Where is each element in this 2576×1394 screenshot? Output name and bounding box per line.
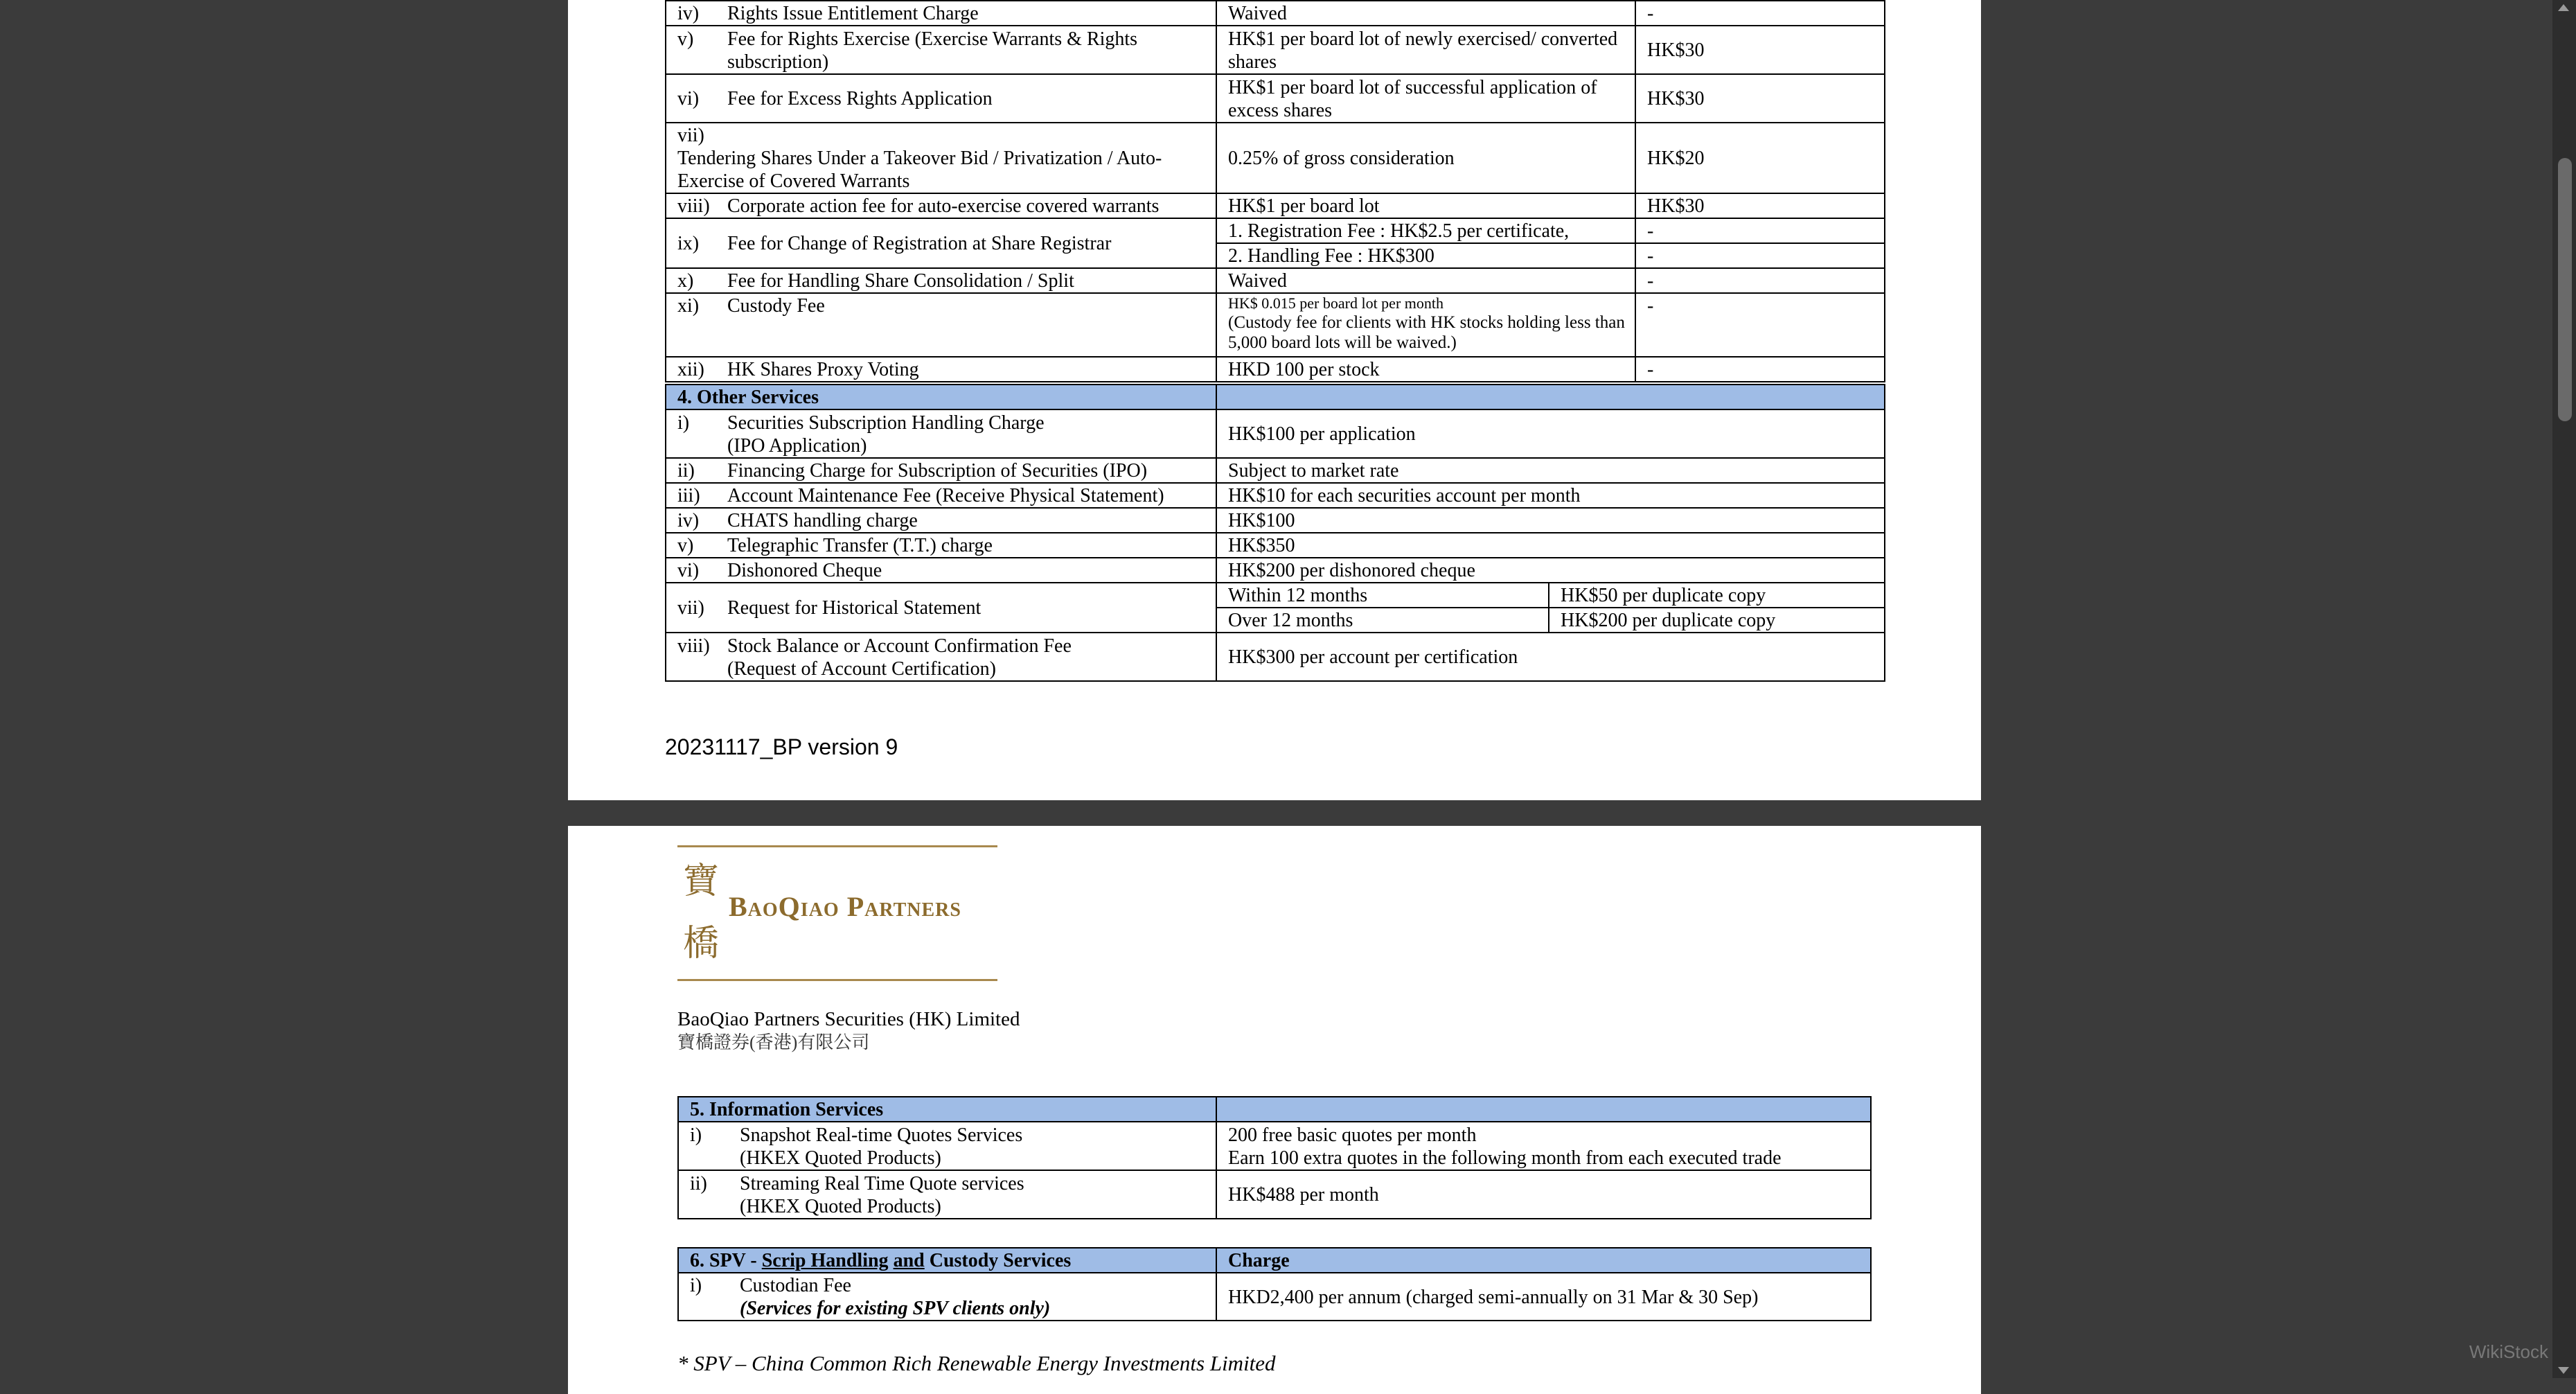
- table-cell: HK$20: [1635, 123, 1885, 193]
- section-heading: 5. Information Services: [678, 1097, 1216, 1122]
- table-row: [666, 26, 1885, 74]
- logo-wordmark: BaoQiao Partners: [729, 891, 961, 922]
- table-header-row: [666, 385, 1885, 409]
- table-row: [666, 508, 1885, 533]
- spv-custody-table: [677, 1247, 1872, 1321]
- table-cell: i) Snapshot Real-time Quotes Services (HKEX Quoted Products): [678, 1122, 1216, 1170]
- table-cell: iv) Rights Issue Entitlement Charge: [666, 1, 1216, 26]
- logo-seal-bottom: 橋: [683, 923, 720, 964]
- table-cell: Waived: [1216, 268, 1635, 293]
- table-row: [666, 218, 1885, 243]
- table-cell: i) Custodian Fee (Services for existing SPV clients only): [678, 1273, 1216, 1321]
- table-cell: iii) Account Maintenance Fee (Receive Physical Statement): [666, 483, 1216, 508]
- table-cell: -: [1635, 268, 1885, 293]
- table-cell: iv) CHATS handling charge: [666, 508, 1216, 533]
- table-row: [666, 533, 1885, 558]
- information-services-table: [677, 1096, 1872, 1219]
- table-row: [666, 583, 1885, 608]
- company-name-en: BaoQiao Partners Securities (HK) Limited: [677, 1008, 1020, 1030]
- table-cell: HK$30: [1635, 26, 1885, 74]
- table-row: [678, 1170, 1871, 1219]
- table-cell: 1. Registration Fee : HK$2.5 per certificate,: [1216, 218, 1635, 243]
- table-header-row: [678, 1248, 1871, 1273]
- table-cell: HK$30: [1635, 193, 1885, 218]
- table-cell: HK$350: [1216, 533, 1885, 558]
- table-cell: HKD 100 per stock: [1216, 357, 1635, 382]
- table-row: [666, 293, 1885, 357]
- table-cell: vii) Request for Historical Statement: [666, 583, 1216, 633]
- table-cell: -: [1635, 357, 1885, 382]
- table-cell: Waived: [1216, 1, 1635, 26]
- table-cell: x) Fee for Handling Share Consolidation / Split: [666, 268, 1216, 293]
- table-cell: HK$1 per board lot of newly exercised/ converted shares: [1216, 26, 1635, 74]
- table-row: [678, 1122, 1871, 1170]
- table-cell: ii) Financing Charge for Subscription of Securities (IPO): [666, 458, 1216, 483]
- table-row: [666, 123, 1885, 193]
- scroll-down-icon[interactable]: [2558, 1367, 2569, 1374]
- table-row: [666, 409, 1885, 458]
- table-cell: Over 12 months: [1216, 608, 1549, 633]
- table-cell: HK$10 for each securities account per month: [1216, 483, 1885, 508]
- table-cell: ix) Fee for Change of Registration at Share Registrar: [666, 218, 1216, 268]
- table-row: [666, 357, 1885, 382]
- table-row: [678, 1273, 1871, 1321]
- company-name-block: [677, 1007, 1020, 1055]
- table-cell: [1216, 1097, 1871, 1122]
- table-cell: v) Telegraphic Transfer (T.T.) charge: [666, 533, 1216, 558]
- table-cell: Within 12 months: [1216, 583, 1549, 608]
- table-cell: -: [1635, 293, 1885, 357]
- table-row: [666, 193, 1885, 218]
- table-cell: HKD2,400 per annum (charged semi-annually on 31 Mar & 30 Sep): [1216, 1273, 1871, 1321]
- scrollbar-thumb[interactable]: [2558, 158, 2572, 421]
- table-cell: [1216, 385, 1885, 409]
- table-row: [666, 483, 1885, 508]
- table-cell: HK$1 per board lot of successful application of excess shares: [1216, 74, 1635, 123]
- table-cell: HK$30: [1635, 74, 1885, 123]
- section-heading: 4. Other Services: [666, 385, 1216, 409]
- document-page-1: [568, 0, 1981, 800]
- charge-heading: Charge: [1216, 1248, 1871, 1273]
- table-cell: -: [1635, 218, 1885, 243]
- table-cell: i) Securities Subscription Handling Charge (IPO Application): [666, 409, 1216, 458]
- table-cell: vi) Fee for Excess Rights Application: [666, 74, 1216, 123]
- table-row: [666, 633, 1885, 681]
- watermark-logo: WikiStock: [2469, 1341, 2548, 1362]
- section-heading: 6. SPV - Scrip Handling and Custody Services: [678, 1248, 1216, 1273]
- table-cell: viii) Corporate action fee for auto-exercise covered warrants: [666, 193, 1216, 218]
- table-cell: vii)Tendering Shares Under a Takeover Bid / Privatization / Auto-Exercise of Covered Warrants: [666, 123, 1216, 193]
- table-cell: v) Fee for Rights Exercise (Exercise Warrants & Rights subscription): [666, 26, 1216, 74]
- table-cell: 0.25% of gross consideration: [1216, 123, 1635, 193]
- table-cell: HK$200 per dishonored cheque: [1216, 558, 1885, 583]
- document-page-2: [568, 826, 1981, 1394]
- table-cell: HK$ 0.015 per board lot per month (Custody fee for clients with HK stocks holding less than 5,000 board lots will be waived.): [1216, 293, 1635, 357]
- table-cell: HK$488 per month: [1216, 1170, 1871, 1219]
- table-row: [666, 268, 1885, 293]
- scroll-up-icon[interactable]: [2558, 4, 2569, 11]
- table-cell: 2. Handling Fee : HK$300: [1216, 243, 1635, 268]
- table-cell: vi) Dishonored Cheque: [666, 558, 1216, 583]
- table-cell: viii) Stock Balance or Account Confirmation Fee (Request of Account Certification): [666, 633, 1216, 681]
- vertical-scrollbar[interactable]: [2552, 0, 2576, 1378]
- logo-seal-top: 寶: [683, 861, 720, 902]
- table-cell: HK$300 per account per certification: [1216, 633, 1885, 681]
- table-cell: -: [1635, 243, 1885, 268]
- table-cell: xi) Custody Fee: [666, 293, 1216, 357]
- version-footer: 20231117_BP version 9: [665, 734, 898, 759]
- table-header-row: [678, 1097, 1871, 1122]
- spv-footnote: * SPV – China Common Rich Renewable Energy Investments Limited: [677, 1351, 1276, 1375]
- table-row: [666, 458, 1885, 483]
- table-cell: HK$100: [1216, 508, 1885, 533]
- table-row: [666, 1, 1885, 26]
- company-name-cn: 寶橋證券(香港)有限公司: [677, 1032, 870, 1052]
- custody-fees-table: [665, 0, 1885, 382]
- table-cell: -: [1635, 1, 1885, 26]
- table-cell: Subject to market rate: [1216, 458, 1885, 483]
- company-logo: [677, 845, 997, 981]
- table-cell: HK$100 per application: [1216, 409, 1885, 458]
- table-cell: HK$50 per duplicate copy: [1549, 583, 1885, 608]
- table-cell: ii) Streaming Real Time Quote services (HKEX Quoted Products): [678, 1170, 1216, 1219]
- table-cell: HK$200 per duplicate copy: [1549, 608, 1885, 633]
- table-cell: HK$1 per board lot: [1216, 193, 1635, 218]
- table-cell: 200 free basic quotes per month Earn 100 extra quotes in the following month from each executed trade: [1216, 1122, 1871, 1170]
- table-row: [666, 558, 1885, 583]
- table-cell: xii) HK Shares Proxy Voting: [666, 357, 1216, 382]
- table-row: [666, 74, 1885, 123]
- other-services-table: [665, 384, 1885, 682]
